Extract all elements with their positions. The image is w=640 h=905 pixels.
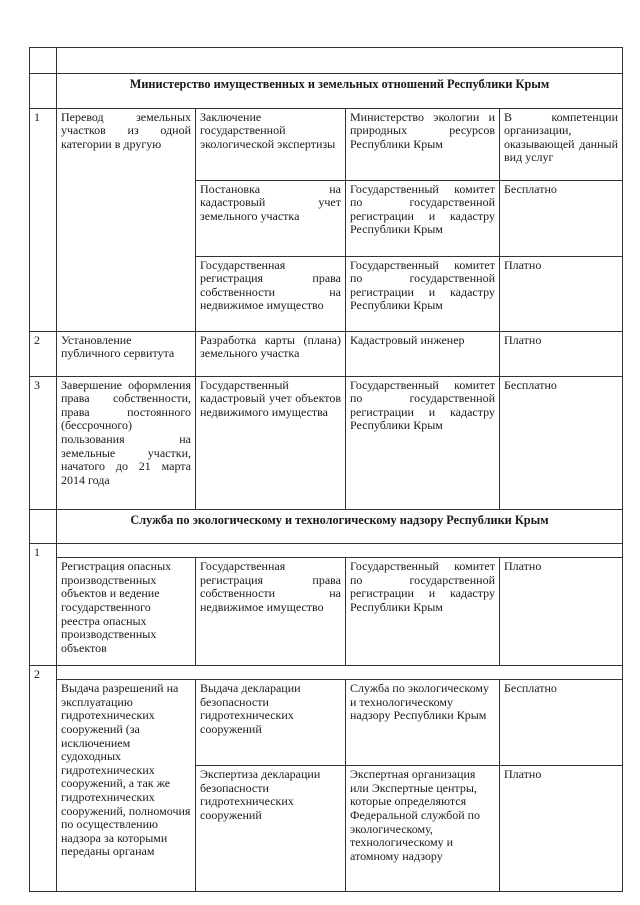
procedure-cell: Выдача декларации безопасности гидротехнических сооружений: [196, 680, 346, 766]
organization-cell: Министерство экологии и природных ресурсов Республики Крым: [346, 108, 500, 180]
organization-cell: Экспертная организация или Экспертные центры, которые определяются Федеральной службой по экологическому, технологическому и атомному надзору: [346, 766, 500, 892]
row-number: 2: [30, 331, 57, 376]
payment-cell: Платно: [500, 331, 623, 376]
table-row: [30, 558, 623, 666]
procedure-cell: Государственная регистрация права собственности на недвижимое имущество: [196, 256, 346, 331]
top-spacer-row: [30, 48, 623, 74]
organization-cell: Государственный комитет по государственной регистрации и кадастру Республики Крым: [346, 558, 500, 666]
procedure-cell: Разработка карты (плана) земельного участка: [196, 331, 346, 376]
payment-cell: Бесплатно: [500, 680, 623, 766]
payment-cell: В компетенции организации, оказывающей данный вид услуг: [500, 108, 623, 180]
row-number: 3: [30, 376, 57, 509]
service-name: Установление публичного сервитута: [57, 331, 196, 376]
row-number: 2: [30, 666, 57, 892]
organization-cell: Государственный комитет по государственной регистрации и кадастру Республики Крым: [346, 256, 500, 331]
row-number: 1: [30, 108, 57, 331]
table-row: [30, 666, 623, 680]
payment-cell: Платно: [500, 766, 623, 892]
table-row: [30, 331, 623, 376]
payment-cell: Бесплатно: [500, 180, 623, 256]
section-header-row: [30, 74, 623, 109]
table-row: [30, 544, 623, 558]
table-row: [30, 108, 623, 180]
service-name: Регистрация опасных производственных объектов и ведение государственного реестра опасных производственных объектов: [57, 558, 196, 666]
table-row: [30, 376, 623, 509]
procedure-cell: Экспертиза декларации безопасности гидротехнических сооружений: [196, 766, 346, 892]
section-title: Служба по экологическому и технологическому надзору Республики Крым: [57, 509, 623, 544]
service-name: Перевод земельных участков из одной категории в другую: [57, 108, 196, 331]
payment-cell: Платно: [500, 558, 623, 666]
procedure-cell: Государственная регистрация права собственности на недвижимое имущество: [196, 558, 346, 666]
procedure-cell: Постановка на кадастровый учет земельного участка: [196, 180, 346, 256]
organization-cell: Служба по экологическому и технологическому надзору Республики Крым: [346, 680, 500, 766]
procedure-cell: Государственный кадастровый учет объектов недвижимого имущества: [196, 376, 346, 509]
payment-cell: Платно: [500, 256, 623, 331]
procedure-cell: Заключение государственной экологической экспертизы: [196, 108, 346, 180]
organization-cell: Государственный комитет по государственной регистрации и кадастру Республики Крым: [346, 180, 500, 256]
service-name: Выдача разрешений на эксплуатацию гидротехнических сооружений (за исключением судоходных гидротехнических сооружений, а так же гидротехнических сооружений, полномочия по осуществлению надзора за которыми переданы органам: [57, 680, 196, 892]
section-header-row: [30, 509, 623, 544]
organization-cell: Государственный комитет по государственной регистрации и кадастру Республики Крым: [346, 376, 500, 509]
service-name: Завершение оформления права собственности, права постоянного (бессрочного) пользования на земельные участки, начатого до 21 марта 2014 года: [57, 376, 196, 509]
section-title: Министерство имущественных и земельных отношений Республики Крым: [57, 74, 623, 109]
organization-cell: Кадастровый инженер: [346, 331, 500, 376]
row-number: 1: [30, 544, 57, 666]
table-row: [30, 680, 623, 766]
services-table: [29, 47, 623, 892]
payment-cell: Бесплатно: [500, 376, 623, 509]
